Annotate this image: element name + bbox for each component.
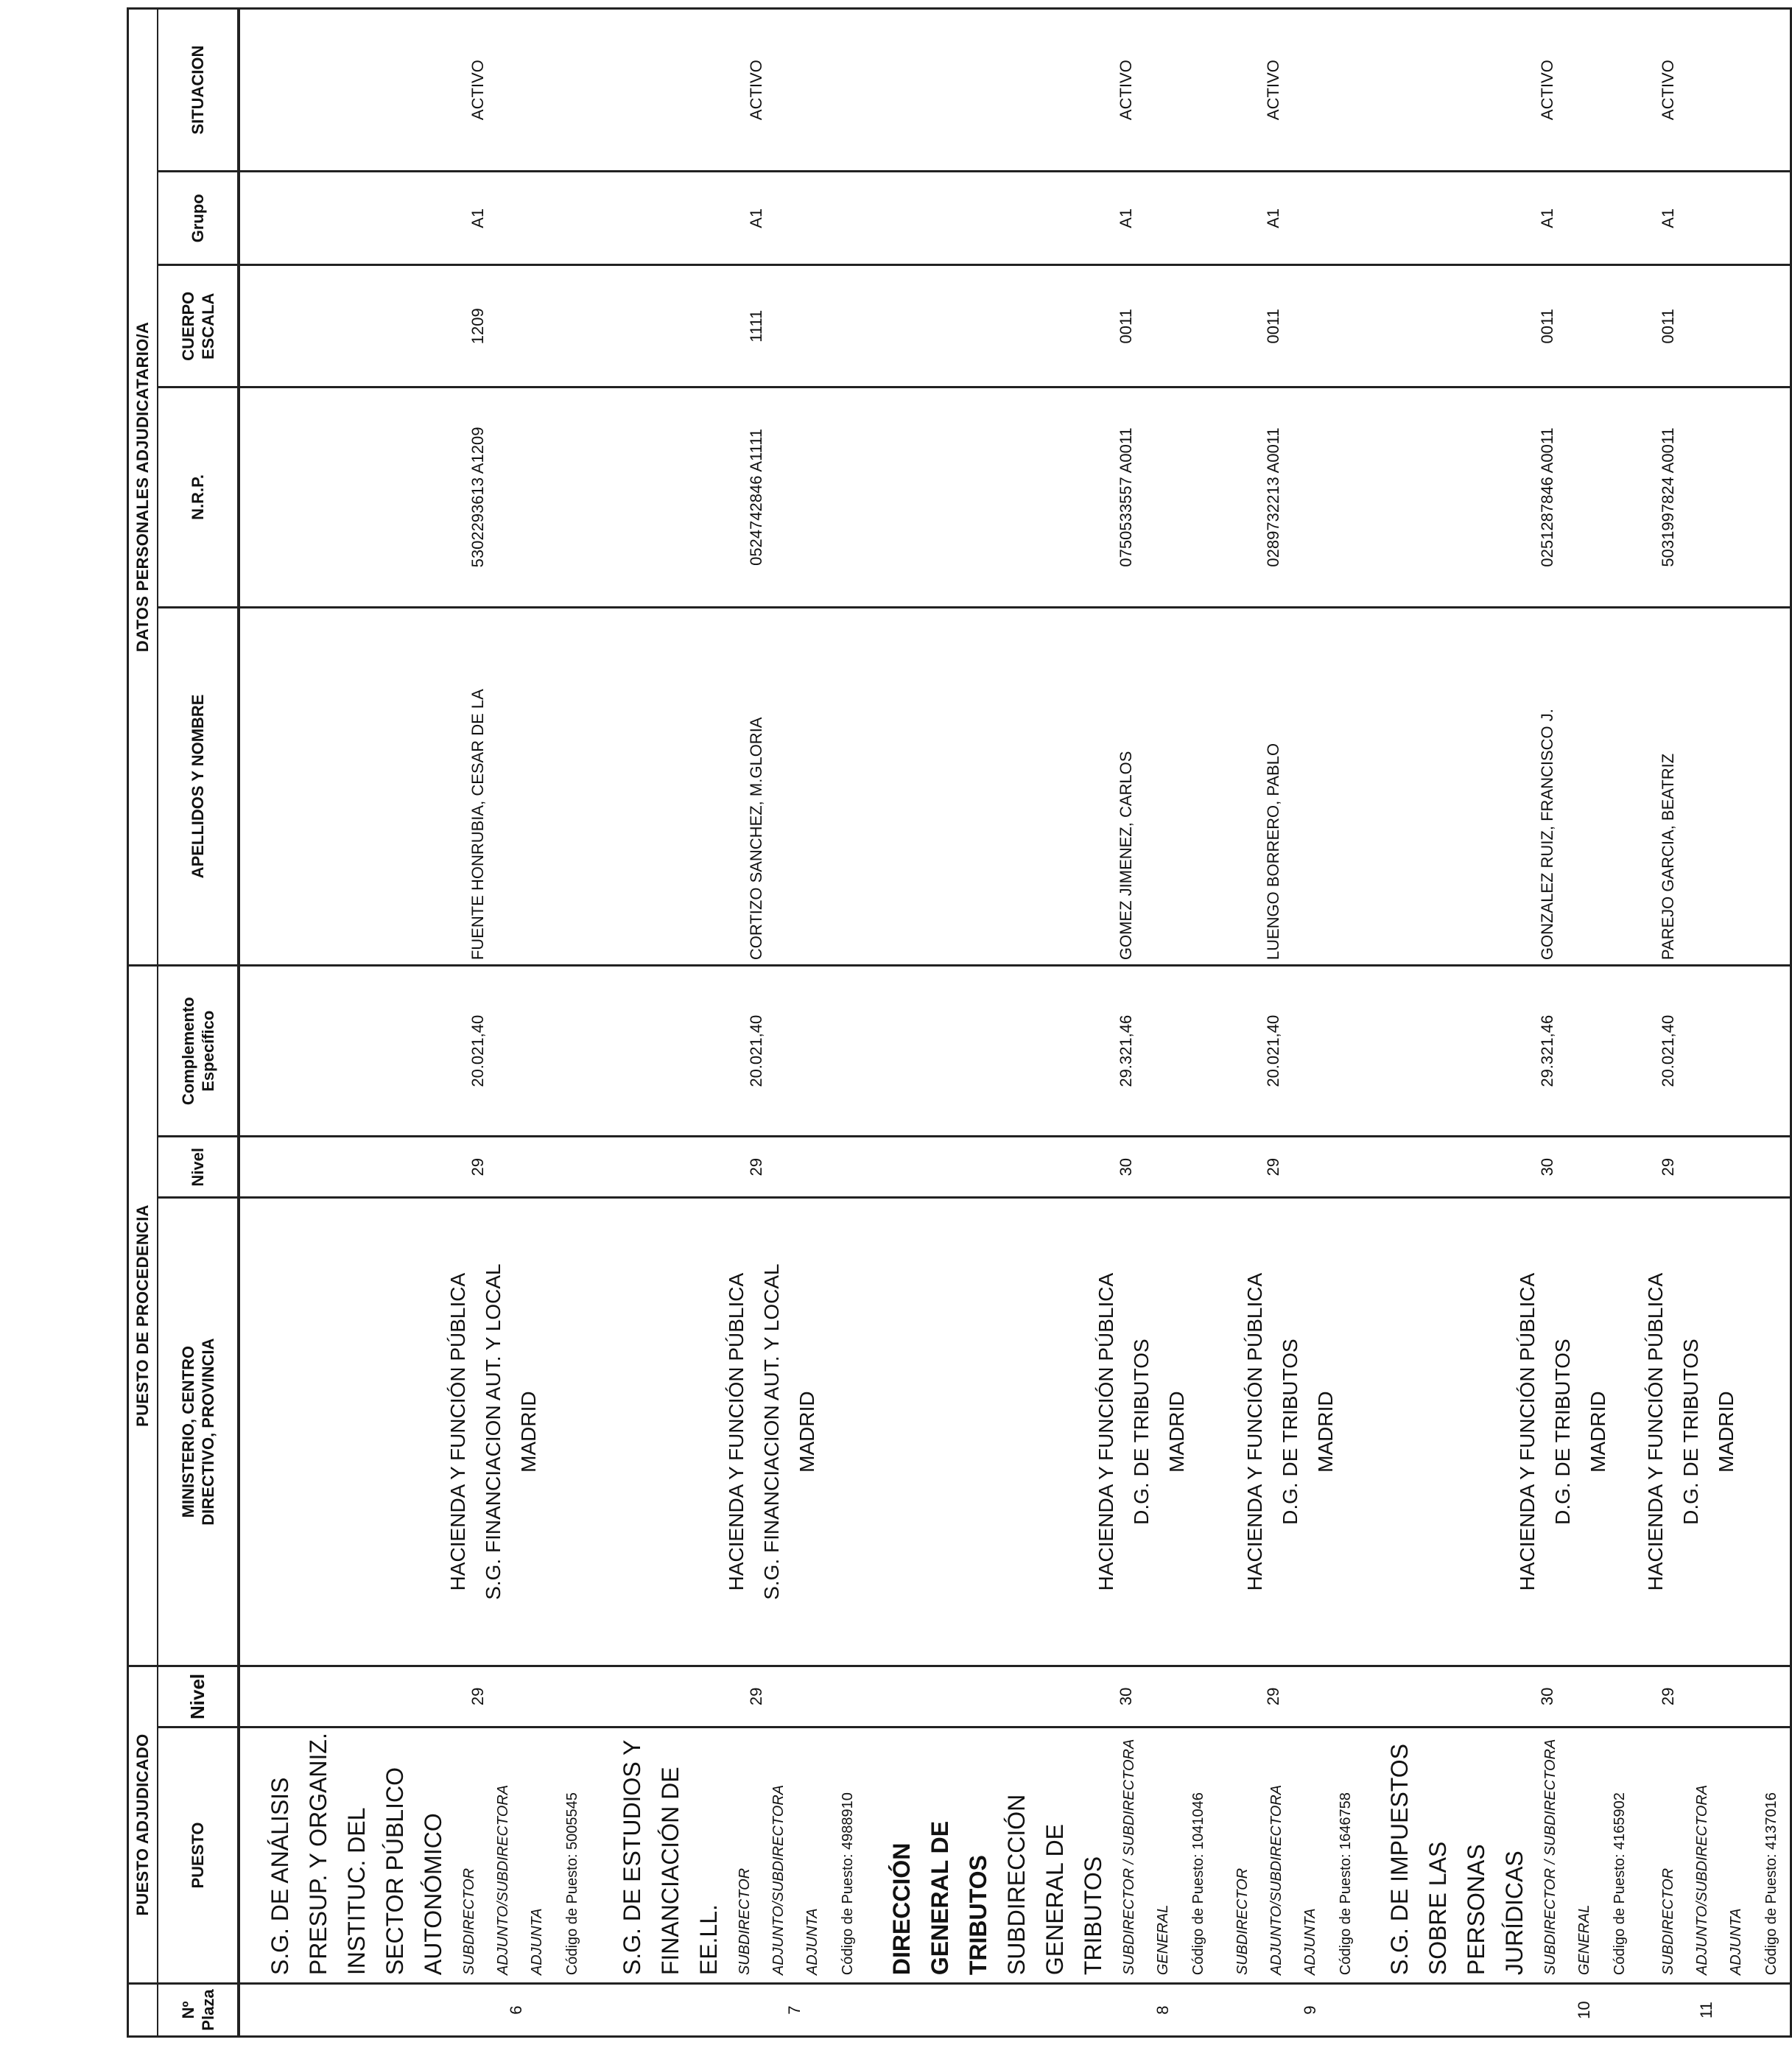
col-header-situacion: SITUACION [158, 9, 239, 172]
cell-complemento: 29.321,46 [866, 966, 1217, 1137]
cell-apellidos: GONZALEZ RUIZ, FRANCISCO J. [1364, 607, 1638, 965]
header-group-row [128, 9, 158, 2037]
proc-centro: D.G. DE TRIBUTOS [1279, 1339, 1301, 1525]
table-row [239, 9, 591, 2037]
cell-procedencia [1638, 1198, 1791, 1666]
cell-plaza: 9 [1217, 1984, 1364, 2037]
puesto-name: SUBDIRECTOR ADJUNTO/SUBDIRECTORA ADJUNTA [461, 1785, 545, 1976]
codigo-puesto: Código de Puesto: 4988910 [840, 1792, 856, 1976]
cell-nrp: 0750533557 A0011 [866, 387, 1217, 608]
puesto-name: SUBDIRECTOR / SUBDIRECTORA GENERAL [1121, 1739, 1171, 1976]
header-group-puesto-procedencia: PUESTO DE PROCEDENCIA [128, 966, 158, 1666]
cell-situacion: ACTIVO [1638, 9, 1791, 172]
cell-nivel: 30 [866, 1666, 1217, 1727]
cell-cuerpo: 0011 [1217, 265, 1364, 387]
col-header-nrp: N.R.P. [158, 387, 239, 608]
cell-cuerpo: 0011 [1638, 265, 1791, 387]
cell-situacion: ACTIVO [239, 9, 591, 172]
cell-nrp: 0524742846 A1111 [591, 387, 866, 608]
cell-puesto [866, 1727, 1217, 1983]
proc-ministerio: HACIENDA Y FUNCIÓN PÚBLICA [1516, 1272, 1539, 1591]
puesto-name: SUBDIRECTOR ADJUNTO/SUBDIRECTORA ADJUNTA [1234, 1785, 1318, 1976]
proc-ministerio: HACIENDA Y FUNCIÓN PÚBLICA [1243, 1272, 1266, 1591]
cell-puesto [1638, 1727, 1791, 1983]
cell-cuerpo: 0011 [1364, 265, 1638, 387]
cell-nivel-procedencia: 30 [1364, 1137, 1638, 1198]
codigo-puesto: Código de Puesto: 5005545 [564, 1792, 580, 1976]
section-heading: S.G. DE IMPUESTOS SOBRE LAS PERSONAS JURÍDICAS [1386, 1744, 1528, 1976]
proc-ministerio: HACIENDA Y FUNCIÓN PÚBLICA [446, 1272, 469, 1591]
table-row [1638, 9, 1791, 2037]
cell-procedencia [239, 1198, 591, 1666]
cell-puesto [591, 1727, 866, 1983]
cell-nivel: 29 [1638, 1666, 1791, 1727]
rotated-table-sheet [127, 7, 1779, 2038]
cell-puesto [1364, 1727, 1638, 1983]
cell-apellidos: CORTIZO SANCHEZ, M.GLORIA [591, 607, 866, 965]
header-group-puesto-adjudicado: PUESTO ADJUDICADO [128, 1666, 158, 1983]
cell-situacion: ACTIVO [1217, 9, 1364, 172]
cell-grupo: A1 [1638, 172, 1791, 265]
cell-procedencia [1217, 1198, 1364, 1666]
cell-nrp: 5031997824 A0011 [1638, 387, 1791, 608]
puesto-name: SUBDIRECTOR / SUBDIRECTORA GENERAL [1542, 1739, 1592, 1976]
proc-centro: S.G. FINANCIACION AUT. Y LOCAL [760, 1263, 783, 1600]
codigo-puesto: Código de Puesto: 4137016 [1763, 1792, 1779, 1976]
cell-procedencia [866, 1198, 1217, 1666]
proc-ministerio: HACIENDA Y FUNCIÓN PÚBLICA [725, 1272, 748, 1591]
col-header-apellidos: APELLIDOS Y NOMBRE [158, 607, 239, 965]
cell-complemento: 20.021,40 [1638, 966, 1791, 1137]
col-header-n-plaza: Nº Plaza [158, 1984, 239, 2037]
codigo-puesto: Código de Puesto: 1646758 [1338, 1792, 1354, 1976]
cell-nivel: 29 [239, 1666, 591, 1727]
cell-grupo: A1 [1217, 172, 1364, 265]
cell-nivel-procedencia: 29 [1638, 1137, 1791, 1198]
cell-nrp: 0251287846 A0011 [1364, 387, 1638, 608]
proc-ministerio: HACIENDA Y FUNCIÓN PÚBLICA [1094, 1272, 1117, 1591]
bold-section-heading: DIRECCIÓN GENERAL DE TRIBUTOS [888, 1820, 991, 1976]
col-header-cuerpo: CUERPO ESCALA [158, 265, 239, 387]
proc-provincia: MADRID [795, 1391, 818, 1473]
cell-grupo: A1 [239, 172, 591, 265]
puesto-name: SUBDIRECTOR ADJUNTO/SUBDIRECTORA ADJUNTA [1660, 1785, 1744, 1976]
proc-centro: D.G. DE TRIBUTOS [1679, 1339, 1702, 1525]
table-row [1364, 9, 1638, 2037]
cell-grupo: A1 [1364, 172, 1638, 265]
cell-situacion: ACTIVO [591, 9, 866, 172]
cell-plaza: 11 [1638, 1984, 1791, 2037]
codigo-puesto: Código de Puesto: 4165902 [1612, 1792, 1628, 1976]
proc-centro: S.G. FINANCIACION AUT. Y LOCAL [482, 1263, 505, 1600]
proc-provincia: MADRID [517, 1391, 540, 1473]
cell-nivel-procedencia: 29 [1217, 1137, 1364, 1198]
section-heading: SUBDIRECCIÓN GENERAL DE TRIBUTOS [1003, 1794, 1106, 1976]
table-row [591, 9, 866, 2037]
cell-apellidos: FUENTE HONRUBIA, CESAR DE LA [239, 607, 591, 965]
proc-centro: D.G. DE TRIBUTOS [1551, 1339, 1574, 1525]
cell-complemento: 20.021,40 [239, 966, 591, 1137]
section-heading: S.G. DE ESTUDIOS Y FINANCIACIÓN DE EE.LL. [619, 1740, 722, 1976]
col-header-grupo: Grupo [158, 172, 239, 265]
cell-complemento: 20.021,40 [1217, 966, 1364, 1137]
cell-nrp: 5302293613 A1209 [239, 387, 591, 608]
col-header-ministerio: MINISTERIO, CENTRO DIRECTIVO, PROVINCIA [158, 1198, 239, 1666]
cell-complemento: 29.321,46 [1364, 966, 1638, 1137]
header-group-empty [128, 1984, 158, 2037]
proc-provincia: MADRID [1165, 1391, 1188, 1473]
cell-nrp: 0289732213 A0011 [1217, 387, 1364, 608]
col-header-nivel-procedencia: Nivel [158, 1137, 239, 1198]
cell-apellidos: PAREJO GARCIA, BEATRIZ [1638, 607, 1791, 965]
cell-plaza: 8 [866, 1984, 1217, 2037]
cell-puesto [1217, 1727, 1364, 1983]
cell-complemento: 20.021,40 [591, 966, 866, 1137]
cell-procedencia [1364, 1198, 1638, 1666]
header-group-datos-personales: DATOS PERSONALES ADJUDICATARIO/A [128, 9, 158, 966]
proc-provincia: MADRID [1314, 1391, 1337, 1473]
cell-nivel: 30 [1364, 1666, 1638, 1727]
proc-centro: D.G. DE TRIBUTOS [1130, 1339, 1153, 1525]
cell-plaza: 10 [1364, 1984, 1638, 2037]
cell-cuerpo: 1209 [239, 265, 591, 387]
table-row [1217, 9, 1364, 2037]
table-row [866, 9, 1217, 2037]
col-header-complemento: Complemento Específico [158, 966, 239, 1137]
cell-nivel-procedencia: 30 [866, 1137, 1217, 1198]
cell-nivel-procedencia: 29 [591, 1137, 866, 1198]
cell-plaza: 7 [591, 1984, 866, 2037]
codigo-puesto: Código de Puesto: 1041046 [1190, 1792, 1206, 1976]
proc-ministerio: HACIENDA Y FUNCIÓN PÚBLICA [1644, 1272, 1667, 1591]
proc-provincia: MADRID [1587, 1391, 1609, 1473]
cell-grupo: A1 [591, 172, 866, 265]
adjudication-table [127, 7, 1792, 2038]
cell-apellidos: GOMEZ JIMENEZ, CARLOS [866, 607, 1217, 965]
cell-puesto [239, 1727, 591, 1983]
proc-provincia: MADRID [1715, 1391, 1737, 1473]
cell-plaza: 6 [239, 1984, 591, 2037]
cell-procedencia [591, 1198, 866, 1666]
cell-situacion: ACTIVO [1364, 9, 1638, 172]
cell-nivel: 29 [591, 1666, 866, 1727]
cell-apellidos: LUENGO BORRERO, PABLO [1217, 607, 1364, 965]
cell-nivel-procedencia: 29 [239, 1137, 591, 1198]
cell-nivel: 29 [1217, 1666, 1364, 1727]
puesto-name: SUBDIRECTOR ADJUNTO/SUBDIRECTORA ADJUNTA [737, 1785, 821, 1976]
cell-situacion: ACTIVO [866, 9, 1217, 172]
cell-cuerpo: 0011 [866, 265, 1217, 387]
col-header-nivel: Nivel [158, 1666, 239, 1727]
header-column-row [158, 9, 239, 2037]
cell-grupo: A1 [866, 172, 1217, 265]
col-header-puesto: PUESTO [158, 1727, 239, 1983]
cell-cuerpo: 1111 [591, 265, 866, 387]
section-heading: S.G. DE ANÁLISIS PRESUP. Y ORGANIZ. INSTITUC. DEL SECTOR PÚBLICO AUTONÓMICO [267, 1733, 446, 1976]
